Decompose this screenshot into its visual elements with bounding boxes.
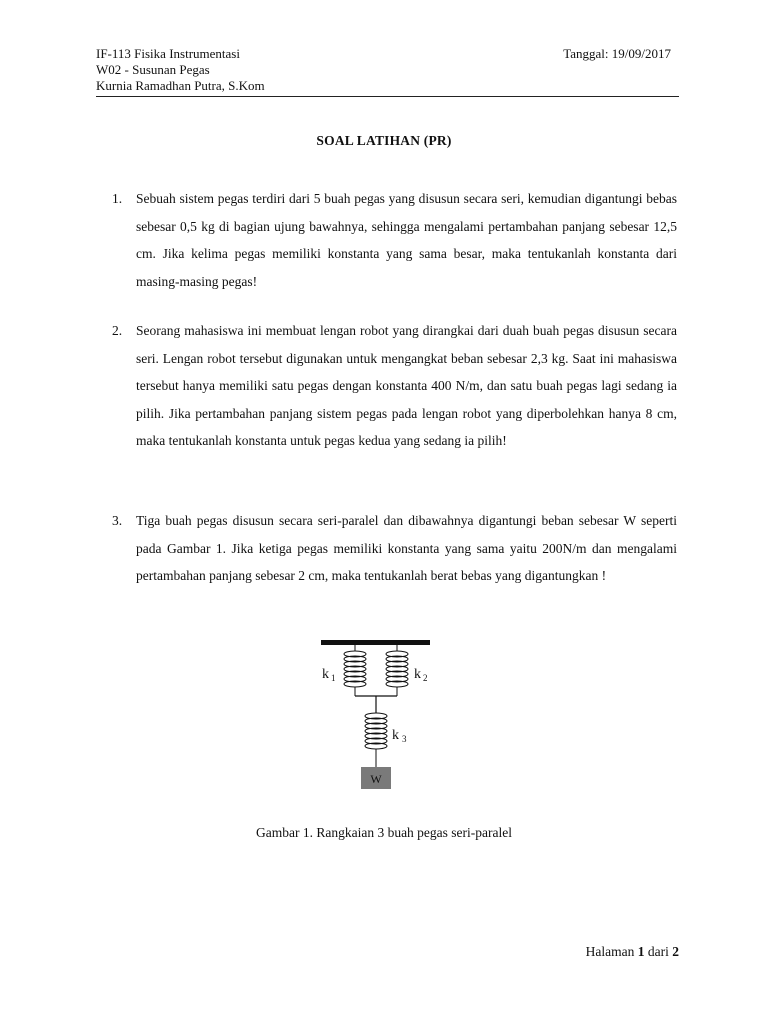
question-number: 1.: [112, 191, 123, 206]
k3-label: k: [392, 728, 399, 743]
question-text: Sebuah sistem pegas terdiri dari 5 buah pegas yang disusun secara seri, kemudian digantungi bebas sebesar 0,5 kg di bagian ujung bawahnya, sehingga mengalami pertambahan panjang sebesar 12,5 cm. Jika kelima pegas memiliki konstanta yang sama besar, maka tentukanlah konstanta dari masing-masing pegas!: [136, 191, 677, 289]
k1-label: k: [322, 667, 329, 682]
figure-caption: Gambar 1. Rangkaian 3 buah pegas seri-paralel: [255, 825, 513, 840]
question-text: Seorang mahasiswa ini membuat lengan robot yang dirangkai dari duah buah pegas disusun secara seri. Lengan robot tersebut digunakan untuk mengangkat beban sebesar 2,3 kg. Saat ini mahasiswa tersebut hanya memiliki satu pegas dengan konstanta 400 N/m, dan satu buah pegas lagi sedang ia pilih. Jika pertambahan panjang sistem pegas pada lengan robot yang diperbolehkan hanya 8 cm, maka tentukanlah konstanta untuk pegas kedua yang sedang ia pilih!: [136, 323, 677, 448]
page-footer: [586, 944, 679, 960]
page-middle: dari: [647, 944, 669, 959]
course-name: IF-113 Fisika Instrumentasi: [96, 46, 240, 61]
page-title: SOAL LATIHAN (PR): [316, 133, 452, 148]
connector-bar: [355, 696, 397, 713]
weight-label: W: [370, 772, 382, 786]
spring-k1: [344, 645, 366, 696]
question-number: 2.: [112, 323, 123, 338]
k2-subscript: 2: [423, 673, 428, 683]
ceiling-bar: [321, 640, 430, 645]
total-pages: 2: [672, 944, 679, 959]
author-name: Kurnia Ramadhan Putra, S.Kom: [96, 78, 265, 93]
page-prefix: Halaman: [585, 944, 635, 959]
question-text: Tiga buah pegas disusun secara seri-paralel dan dibawahnya digantungi beban sebesar W seperti pada Gambar 1. Jika ketiga pegas memiliki konstanta yang sama yaitu 200N/m dan mengalami pertambahan panjang sebesar 2 cm, maka tentukanlah berat bebas yang digantungkan !: [136, 513, 677, 583]
spring-k3: [365, 713, 387, 767]
week-topic: W02 - Susunan Pegas: [96, 62, 210, 77]
question-number: 3.: [112, 513, 123, 528]
k3-subscript: 3: [402, 734, 407, 744]
spring-k2: [386, 645, 408, 696]
current-page: 1: [637, 944, 645, 959]
k1-subscript: 1: [331, 673, 336, 683]
k2-label: k: [414, 667, 421, 682]
document-date: Tanggal: 19/09/2017: [563, 46, 671, 61]
